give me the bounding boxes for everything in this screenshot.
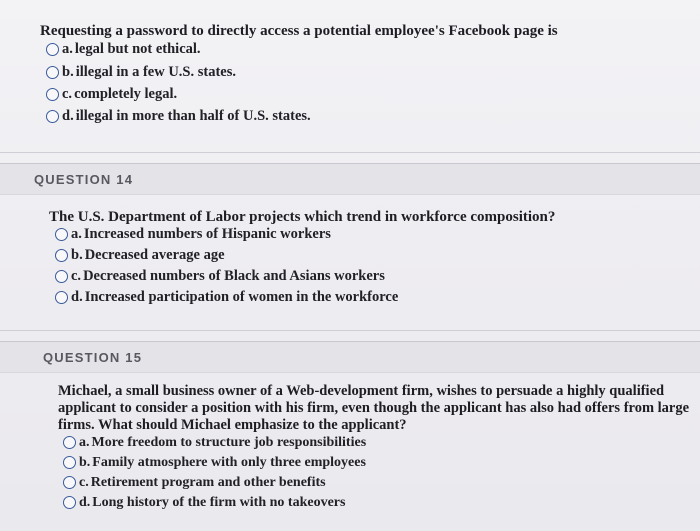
question-15-heading: QUESTION 15 [43,350,143,365]
question-15-text-line-2: applicant to consider a position with his firm, even though the applicant has also had offers from large [58,400,690,416]
radio-button[interactable] [46,110,59,123]
option-15-b[interactable]: b. Family atmosphere with only three employees [63,453,366,472]
radio-button[interactable] [63,496,76,509]
radio-button[interactable] [63,476,76,489]
question-14-text: The U.S. Department of Labor projects which trend in workforce composition? [49,209,556,225]
option-14-d[interactable]: d. Increased participation of women in the workforce [55,288,398,307]
radio-button[interactable] [46,43,59,56]
question-13-text: Requesting a password to directly access a potential employee's Facebook page is [40,23,558,39]
option-14-a[interactable]: a. Increased numbers of Hispanic workers [55,225,331,244]
option-13-c[interactable]: c. completely legal. [46,85,177,104]
option-13-b[interactable]: b. illegal in a few U.S. states. [46,63,236,82]
option-14-c[interactable]: c. Decreased numbers of Black and Asians workers [55,267,385,286]
option-14-b[interactable]: b. Decreased average age [55,246,225,265]
option-15-d[interactable]: d. Long history of the firm with no takeovers [63,493,345,512]
radio-button[interactable] [55,228,68,241]
radio-button[interactable] [55,291,68,304]
radio-button[interactable] [46,88,59,101]
radio-button[interactable] [55,249,68,262]
option-15-c[interactable]: c. Retirement program and other benefits [63,473,326,492]
question-15-text-line-3: firms. What should Michael emphasize to the applicant? [58,417,407,433]
question-15-header [0,341,700,373]
question-14-header [0,163,700,195]
question-14-heading: QUESTION 14 [34,172,134,187]
option-13-d[interactable]: d. illegal in more than half of U.S. states. [46,107,311,126]
section-divider [0,330,700,331]
question-15-text-line-1: Michael, a small business owner of a Web-development firm, wishes to persuade a highly qualified [58,383,665,399]
section-divider [0,152,700,153]
radio-button[interactable] [63,436,76,449]
option-15-a[interactable]: a. More freedom to structure job responsibilities [63,433,366,452]
option-13-a[interactable]: a. legal but not ethical. [46,40,201,59]
radio-button[interactable] [55,270,68,283]
radio-button[interactable] [63,456,76,469]
radio-button[interactable] [46,66,59,79]
